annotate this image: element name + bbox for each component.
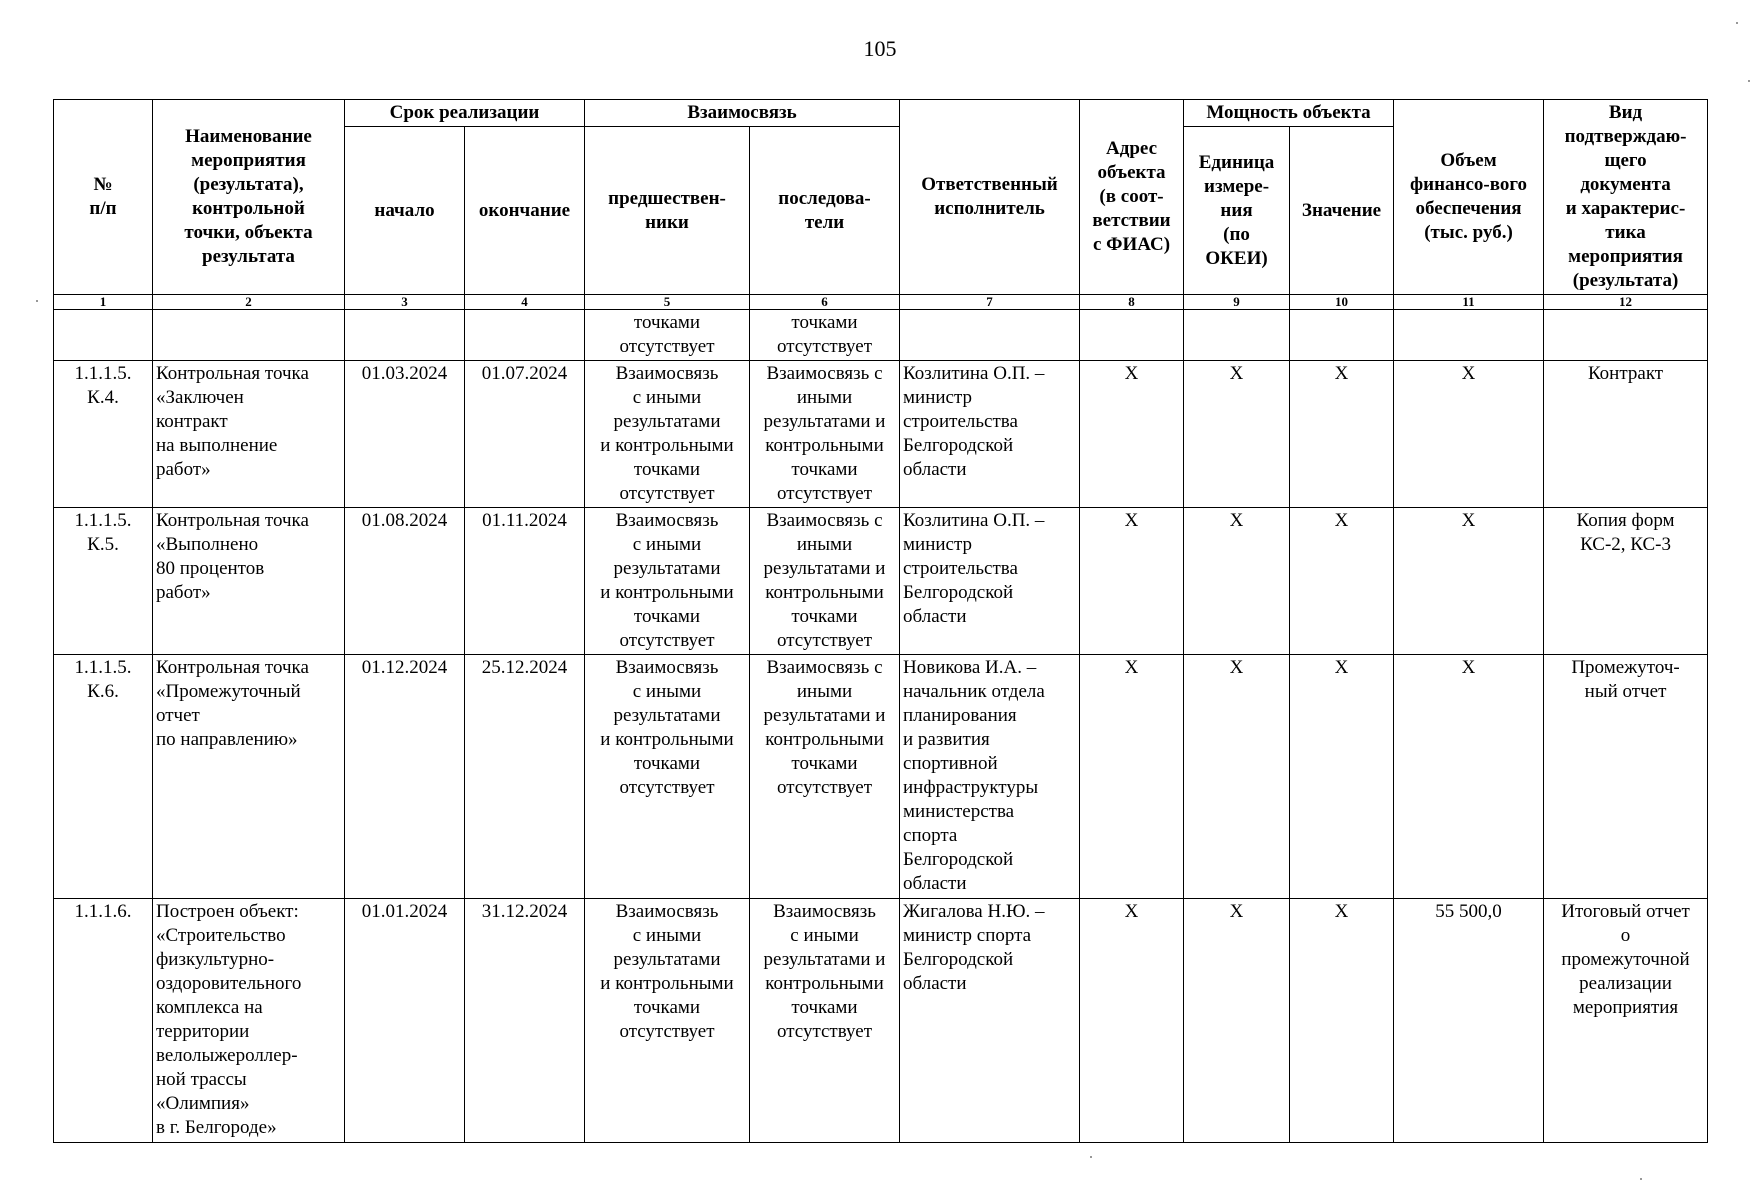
header-predecessors: предшествен- ники bbox=[585, 127, 750, 295]
cell-responsible: Жигалова Н.Ю. – министр спорта Белгородской области bbox=[900, 899, 1080, 1143]
header-name: Наименование мероприятия (результата), контрольной точки, объекта результата bbox=[153, 100, 345, 295]
cell-end: 25.12.2024 bbox=[465, 655, 585, 899]
cell-successors: Взаимосвязь с иными результатами и контрольными точками отсутствует bbox=[750, 899, 900, 1143]
cell-unit: X bbox=[1184, 655, 1290, 899]
cell-name: Контрольная точка «Заключен контракт на выполнение работ» bbox=[153, 361, 345, 508]
cell-unit: X bbox=[1184, 361, 1290, 508]
cell-value: X bbox=[1290, 899, 1394, 1143]
cell-predecessors: Взаимосвязь с иными результатами и контрольными точками отсутствует bbox=[585, 361, 750, 508]
cell-address: X bbox=[1080, 655, 1184, 899]
cell-responsible: Козлитина О.П. – министр строительства Белгородской области bbox=[900, 361, 1080, 508]
cell-responsible: Новикова И.А. – начальник отдела планирования и развития спортивной инфраструктуры министерства спорта Белгородской области bbox=[900, 655, 1080, 899]
header-link-group: Взаимосвязь bbox=[585, 100, 900, 127]
cell-value: X bbox=[1290, 508, 1394, 655]
column-number: 2 bbox=[153, 295, 345, 310]
cell-end: 01.11.2024 bbox=[465, 508, 585, 655]
column-number-row bbox=[54, 295, 1708, 310]
cell-finance: X bbox=[1394, 361, 1544, 508]
cell-value: X bbox=[1290, 361, 1394, 508]
header-period-group: Срок реализации bbox=[345, 100, 585, 127]
cell-start: 01.03.2024 bbox=[345, 361, 465, 508]
header-doc-type: Вид подтверждаю- щего документа и характерис- тика мероприятия (результата) bbox=[1544, 100, 1708, 295]
column-number: 11 bbox=[1394, 295, 1544, 310]
column-number: 9 bbox=[1184, 295, 1290, 310]
cell-num: 1.1.1.5. К.6. bbox=[54, 655, 153, 899]
column-number: 8 bbox=[1080, 295, 1184, 310]
cell-num: 1.1.1.5. К.4. bbox=[54, 361, 153, 508]
header-successors: последова- тели bbox=[750, 127, 900, 295]
header-value: Значение bbox=[1290, 127, 1394, 295]
column-number: 10 bbox=[1290, 295, 1394, 310]
cell-name: Контрольная точка «Промежуточный отчет по направлению» bbox=[153, 655, 345, 899]
cell-responsible: Козлитина О.П. – министр строительства Белгородской области bbox=[900, 508, 1080, 655]
cell-doc-type: Копия форм КС-2, КС-3 bbox=[1544, 508, 1708, 655]
cell-finance: X bbox=[1394, 508, 1544, 655]
table-row bbox=[54, 361, 1708, 508]
scan-speck bbox=[1090, 1156, 1092, 1158]
column-number: 12 bbox=[1544, 295, 1708, 310]
cell-name: Построен объект: «Строительство физкультурно- оздоровительного комплекса на территории велолыжероллер- ной трассы «Олимпия» в г. Белгороде» bbox=[153, 899, 345, 1143]
scan-speck bbox=[1748, 80, 1750, 82]
cell-finance: X bbox=[1394, 655, 1544, 899]
cell-unit: X bbox=[1184, 508, 1290, 655]
cell-predecessors: Взаимосвязь с иными результатами и контрольными точками отсутствует bbox=[585, 508, 750, 655]
scan-speck bbox=[1640, 1178, 1642, 1180]
cell-start: 01.12.2024 bbox=[345, 655, 465, 899]
header-responsible: Ответственный исполнитель bbox=[900, 100, 1080, 295]
column-number: 1 bbox=[54, 295, 153, 310]
scan-speck bbox=[36, 300, 38, 302]
cell-num: 1.1.1.6. bbox=[54, 899, 153, 1143]
cell-value: X bbox=[1290, 655, 1394, 899]
header-num: № п/п bbox=[54, 100, 153, 295]
cell-start: 01.01.2024 bbox=[345, 899, 465, 1143]
cell-predecessors: Взаимосвязь с иными результатами и контрольными точками отсутствует bbox=[585, 899, 750, 1143]
header-start: начало bbox=[345, 127, 465, 295]
cell-successors: точками отсутствует bbox=[750, 310, 900, 361]
cell-start: 01.08.2024 bbox=[345, 508, 465, 655]
header-finance: Объем финансо-вого обеспечения (тыс. руб.) bbox=[1394, 100, 1544, 295]
cell-doc-type: Итоговый отчет о промежуточной реализации мероприятия bbox=[1544, 899, 1708, 1143]
scan-speck bbox=[1736, 22, 1738, 24]
cell-num: 1.1.1.5. К.5. bbox=[54, 508, 153, 655]
column-number: 6 bbox=[750, 295, 900, 310]
cell-finance: 55 500,0 bbox=[1394, 899, 1544, 1143]
table-row bbox=[54, 899, 1708, 1143]
cell-doc-type: Контракт bbox=[1544, 361, 1708, 508]
cell-address: X bbox=[1080, 899, 1184, 1143]
cell-address: X bbox=[1080, 508, 1184, 655]
cell-successors: Взаимосвязь с иными результатами и контрольными точками отсутствует bbox=[750, 508, 900, 655]
cell-end: 01.07.2024 bbox=[465, 361, 585, 508]
cell-successors: Взаимосвязь с иными результатами и контрольными точками отсутствует bbox=[750, 655, 900, 899]
column-number: 3 bbox=[345, 295, 465, 310]
cell-doc-type: Промежуточ- ный отчет bbox=[1544, 655, 1708, 899]
cell-predecessors: точками отсутствует bbox=[585, 310, 750, 361]
cell-successors: Взаимосвязь с иными результатами и контрольными точками отсутствует bbox=[750, 361, 900, 508]
column-number: 5 bbox=[585, 295, 750, 310]
page-number: 105 bbox=[863, 36, 897, 61]
cell-unit: X bbox=[1184, 899, 1290, 1143]
implementation-plan-table bbox=[53, 99, 1708, 1143]
column-number: 4 bbox=[465, 295, 585, 310]
table-row bbox=[54, 508, 1708, 655]
column-number: 7 bbox=[900, 295, 1080, 310]
table-row bbox=[54, 655, 1708, 899]
cell-name: Контрольная точка «Выполнено 80 процентов работ» bbox=[153, 508, 345, 655]
table-row-continuation bbox=[54, 310, 1708, 361]
header-end: окончание bbox=[465, 127, 585, 295]
cell-predecessors: Взаимосвязь с иными результатами и контрольными точками отсутствует bbox=[585, 655, 750, 899]
header-address: Адрес объекта (в соот- ветствии с ФИАС) bbox=[1080, 100, 1184, 295]
header-capacity-group: Мощность объекта bbox=[1184, 100, 1394, 127]
cell-address: X bbox=[1080, 361, 1184, 508]
header-unit: Единица измере- ния (по ОКЕИ) bbox=[1184, 127, 1290, 295]
cell-end: 31.12.2024 bbox=[465, 899, 585, 1143]
